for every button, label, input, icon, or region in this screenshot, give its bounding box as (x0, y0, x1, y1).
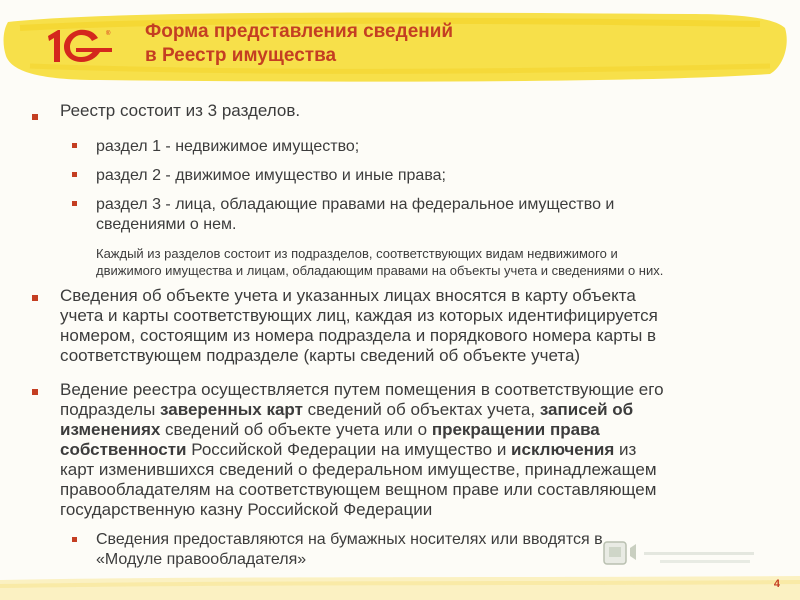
bullet3-line-1: Ведение реестра осуществляется путем помещения в соответствующие его (60, 380, 664, 399)
sub-item-3: раздел 3 - лица, обладающие правами на федеральное имущество и (96, 196, 615, 213)
note-line-2: движимого имущества и лицам, обладающим правами на объекты учета и сведениями о них. (96, 263, 664, 278)
sub-bullet-marker (72, 172, 77, 177)
sub-bullet-marker (72, 537, 77, 542)
bullet3-line-3: изменениях сведений об объекте учета или о прекращении права (60, 420, 600, 439)
title-line-2: в Реестр имущества (145, 45, 337, 66)
title-line-1: Форма представления сведений (145, 21, 454, 42)
sub-item-2: раздел 2 - движимое имущество и иные права; (96, 167, 446, 184)
bullet-marker (32, 389, 38, 395)
svg-text:®: ® (106, 31, 111, 37)
bullet3-line-7: государственную казну Российской Федерации (60, 500, 433, 519)
bullet3-line-6: правообладателям на соответствующем вещном праве или составляющем (60, 480, 657, 499)
sub-bullet-marker (72, 201, 77, 206)
bullet2-line-1: Сведения об объекте учета и указанных лицах вносятся в карту объекта (60, 286, 636, 305)
note-line-1: Каждый из разделов состоит из подразделов, соответствующих видам недвижимого и (96, 246, 618, 261)
footer-band (0, 572, 800, 600)
bullet2-line-3: номером, состоящим из номера подраздела и порядкового номера карты в (60, 326, 657, 345)
sub-item-1: раздел 1 - недвижимое имущество; (96, 138, 360, 155)
sub-item-3-cont: сведениями о нем. (96, 216, 237, 233)
page-number: 4 (773, 578, 780, 590)
sub-bullet-marker (72, 143, 77, 148)
bullet2-line-2: учета и карты соответствующих лиц, каждая из которых идентифицируется (60, 306, 658, 325)
bullet-marker (32, 114, 38, 120)
bullet3-line-4: собственности Российской Федерации на имущество и исключения из (60, 440, 637, 459)
bullet-marker (32, 295, 38, 301)
bullet3-line-2: подразделы заверенных карт сведений об объектах учета, записей об (60, 400, 634, 419)
bullet2-line-4: соответствующем подразделе (карты сведений об объекте учета) (60, 346, 581, 365)
bullet3-line-5: карт изменившихся сведений о федеральном имуществе, принадлежащем (60, 460, 657, 479)
sub-last-line-2: «Модуле правообладателя» (96, 551, 307, 568)
presentation-watermark-icon (600, 538, 770, 572)
sub-last-line-1: Сведения предоставляются на бумажных носителях или вводятся в (96, 531, 603, 548)
bullet-text-1: Реестр состоит из 3 разделов. (60, 101, 301, 120)
